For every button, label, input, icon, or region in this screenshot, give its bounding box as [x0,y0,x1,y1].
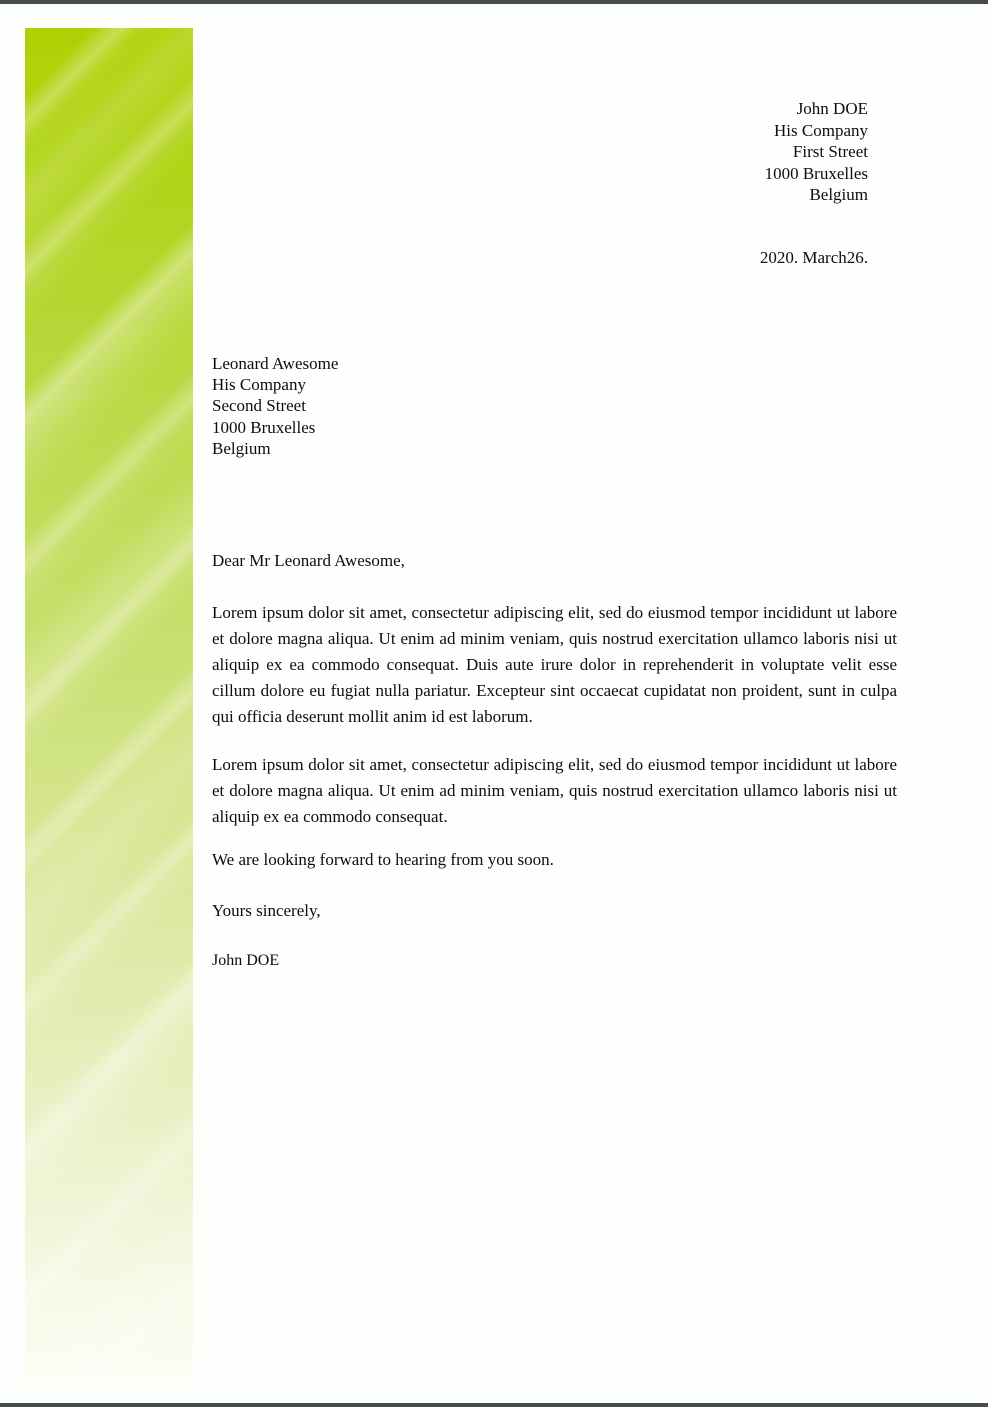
recipient-country: Belgium [212,438,271,458]
sender-company: His Company [774,120,868,140]
sender-street: First Street [792,142,868,162]
sender-address-block [765,98,868,206]
body-paragraph-1: Lorem ipsum dolor sit amet, consectetur adipiscing elit, sed do eiusmod tempor incididunt ut labore et dolore magna aliqua. Ut enim ad minim veniam, quis nostrud exercitation ullamco laboris nisi ut aliquip ex ea commodo consequat. Duis aute irure dolor in reprehenderit in voluptate velit esse cillum dolore eu fugiat nulla pariatur. Excepteur sint occaecat cupidatat non proident, sunt in culpa qui officia deserunt mollit anim id est laborum. [212,603,897,726]
valediction: Yours sincerely, [212,901,321,920]
recipient-company: His Company [212,375,306,395]
signature-name: John DOE [212,952,280,969]
sender-city: 1000 Bruxelles [764,163,868,183]
body-paragraph-2: Lorem ipsum dolor sit amet, consectetur adipiscing elit, sed do eiusmod tempor incididunt ut labore et dolore magna aliqua. Ut enim ad minim veniam, quis nostrud exercitation ullamco laboris nisi ut aliquip ex ea commodo consequat. [212,755,897,826]
recipient-street: Second Street [212,396,306,416]
sender-country: Belgium [809,185,868,205]
recipient-address-block [212,353,338,459]
recipient-name: Leonard Awesome [212,354,339,373]
recipient-city: 1000 Bruxelles [212,417,316,437]
salutation: Dear Mr Leonard Awesome, [212,551,405,570]
green-gradient-bar [25,28,193,1380]
sender-name: John DOE [796,99,868,118]
letter-date: 2020. March26. [759,248,868,267]
closing-line: We are looking forward to hearing from you soon. [212,850,554,869]
